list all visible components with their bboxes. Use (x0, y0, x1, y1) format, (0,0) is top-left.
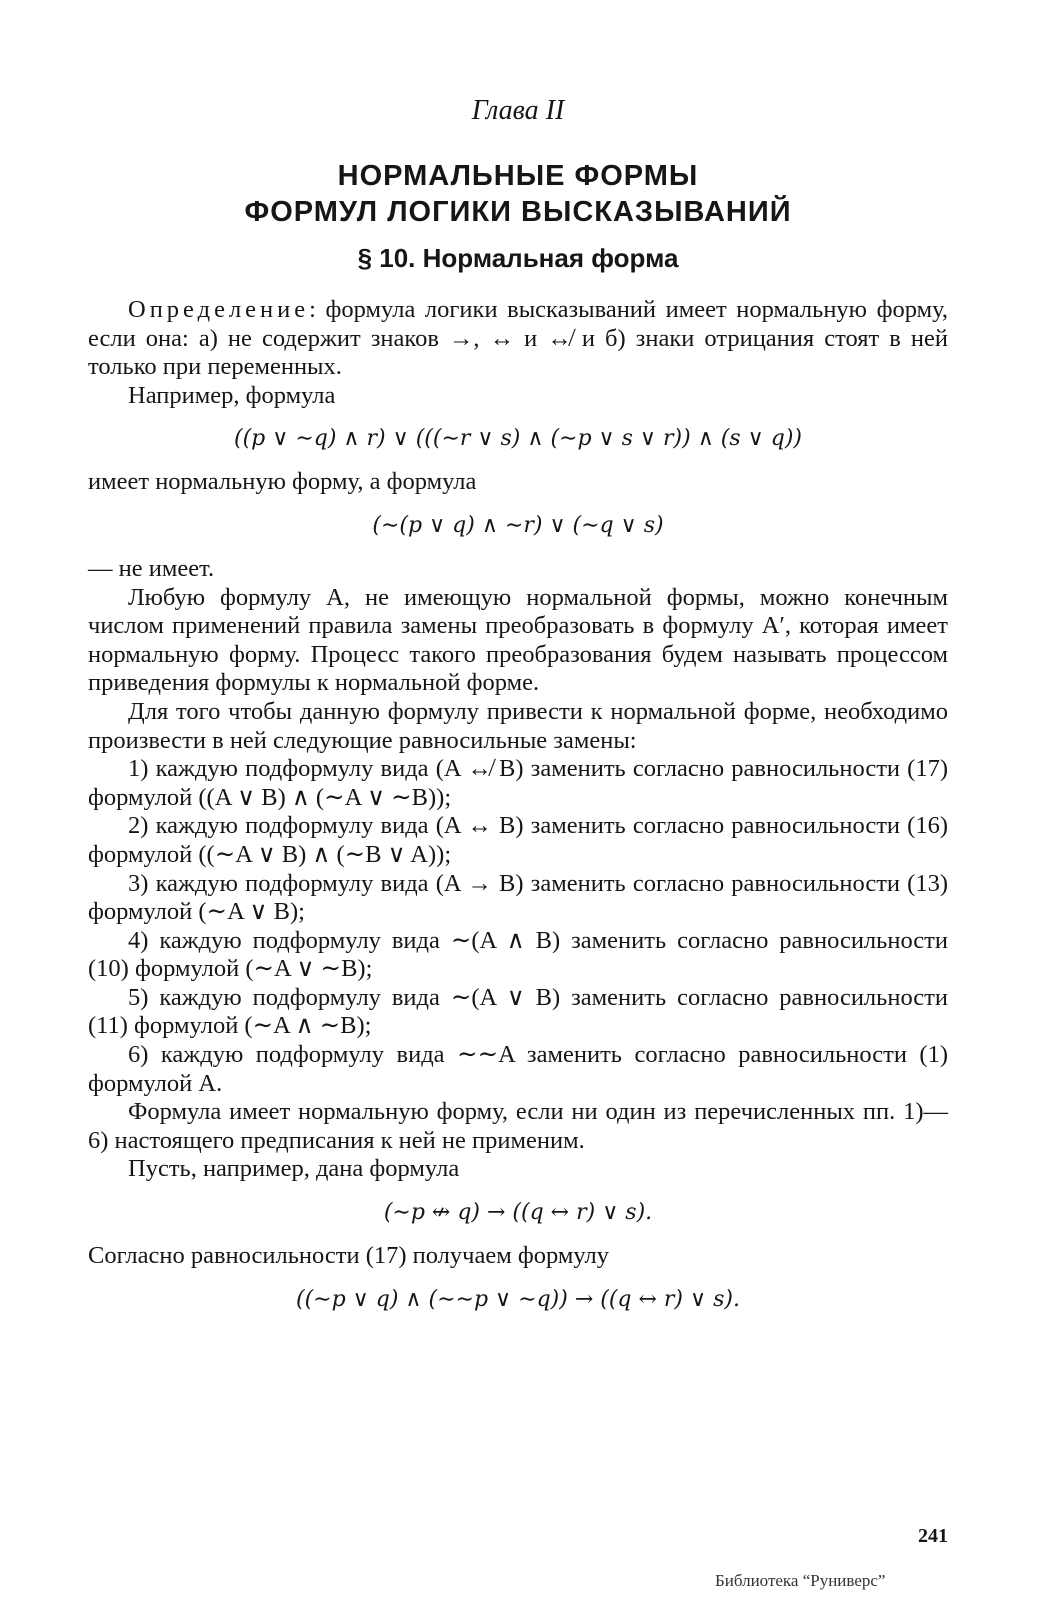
paragraph-normal-form-condition: Формула имеет нормальную форму, если ни один из перечисленных пп. 1)—6) настоящего предписания к ней не применим. (88, 1098, 948, 1154)
list-item-1: 1) каждую подформулу вида (A ↮ B) заменить согласно равносильности (17) формулой ((A ∨ B) ∧ (∼A ∨ ∼B)); (88, 755, 948, 811)
formula-2: (∼(p ∨ q) ∧ ∼r) ∨ (∼q ∨ s) (372, 512, 664, 538)
section-heading: § 10. Нормальная форма (357, 243, 679, 273)
page-number: 241 (918, 1525, 948, 1547)
list-item-3: 3) каждую подформулу вида (A → B) заменить согласно равносильности (13) формулой (∼A ∨ B); (88, 869, 948, 926)
definition-text: : формула логики высказываний имеет нормальную форму, если она: а) не содержит знаков →, ↔ и ↮ и б) знаки отрицания стоят в ней только при переменных. (88, 296, 948, 381)
example-intro: Например, формула (128, 381, 336, 409)
chapter-heading: Глава II (471, 95, 565, 126)
library-watermark: Библиотека “Руниверс” (715, 1571, 886, 1590)
chapter-title-line-2: ФОРМУЛ ЛОГИКИ ВЫСКАЗЫВАНИЙ (244, 196, 792, 228)
list-item-5: 5) каждую подформулу вида ∼(A ∨ B) заменить согласно равносильности (11) формулой (∼A ∧ ∼B); (88, 983, 948, 1040)
list-item-2: 2) каждую подформулу вида (A ↔ B) заменить согласно равносильности (16) формулой ((∼A ∨ B) ∧ (∼B ∨ A)); (88, 812, 948, 868)
not-has-text: — не имеет. (88, 554, 215, 582)
chapter-title-line-1: НОРМАЛЬНЫЕ ФОРМЫ (337, 160, 699, 192)
paragraph-equivalence: Согласно равносильности (17) получаем формулу (88, 1242, 610, 1270)
formula-3: (∼p ↮ q) → ((q ↔ r) ∨ s). (383, 1200, 653, 1226)
paragraph-any-formula: Любую формулу A, не имеющую нормальной формы, можно конечным числом применений правила замены преобразовать в формулу A′, которая имеет нормальную форму. Процесс такого преобразования будем называть процессом приведения формулы к нормальной форме. (88, 583, 948, 697)
paragraph-example: Пусть, например, дана формула (128, 1155, 460, 1183)
definition-paragraph (88, 296, 948, 382)
formula-4: ((∼p ∨ q) ∧ (∼∼p ∨ ∼q)) → ((q ↔ r) ∨ s). (296, 1286, 740, 1312)
body-text (88, 296, 948, 1329)
formula-1: ((p ∨ ∼q) ∧ r) ∨ (((∼r ∨ s) ∧ (∼p ∨ s ∨ r)) ∧ (s ∨ q)) (233, 426, 802, 452)
definition-term: Определение (128, 296, 310, 323)
has-normal-form-text: имеет нормальную форму, а формула (88, 468, 477, 496)
chapter-title (88, 158, 948, 230)
list-item-4: 4) каждую подформулу вида ∼(A ∧ B) заменить согласно равносильности (10) формулой (∼A ∨ ∼B); (88, 926, 948, 983)
paragraph-replacements: Для того чтобы данную формулу привести к нормальной форме, необходимо произвести в ней следующие равносильные замены: (88, 697, 948, 754)
list-item-6: 6) каждую подформулу вида ∼∼A заменить согласно равносильности (1) формулой A. (88, 1041, 948, 1097)
book-page (88, 0, 948, 1600)
